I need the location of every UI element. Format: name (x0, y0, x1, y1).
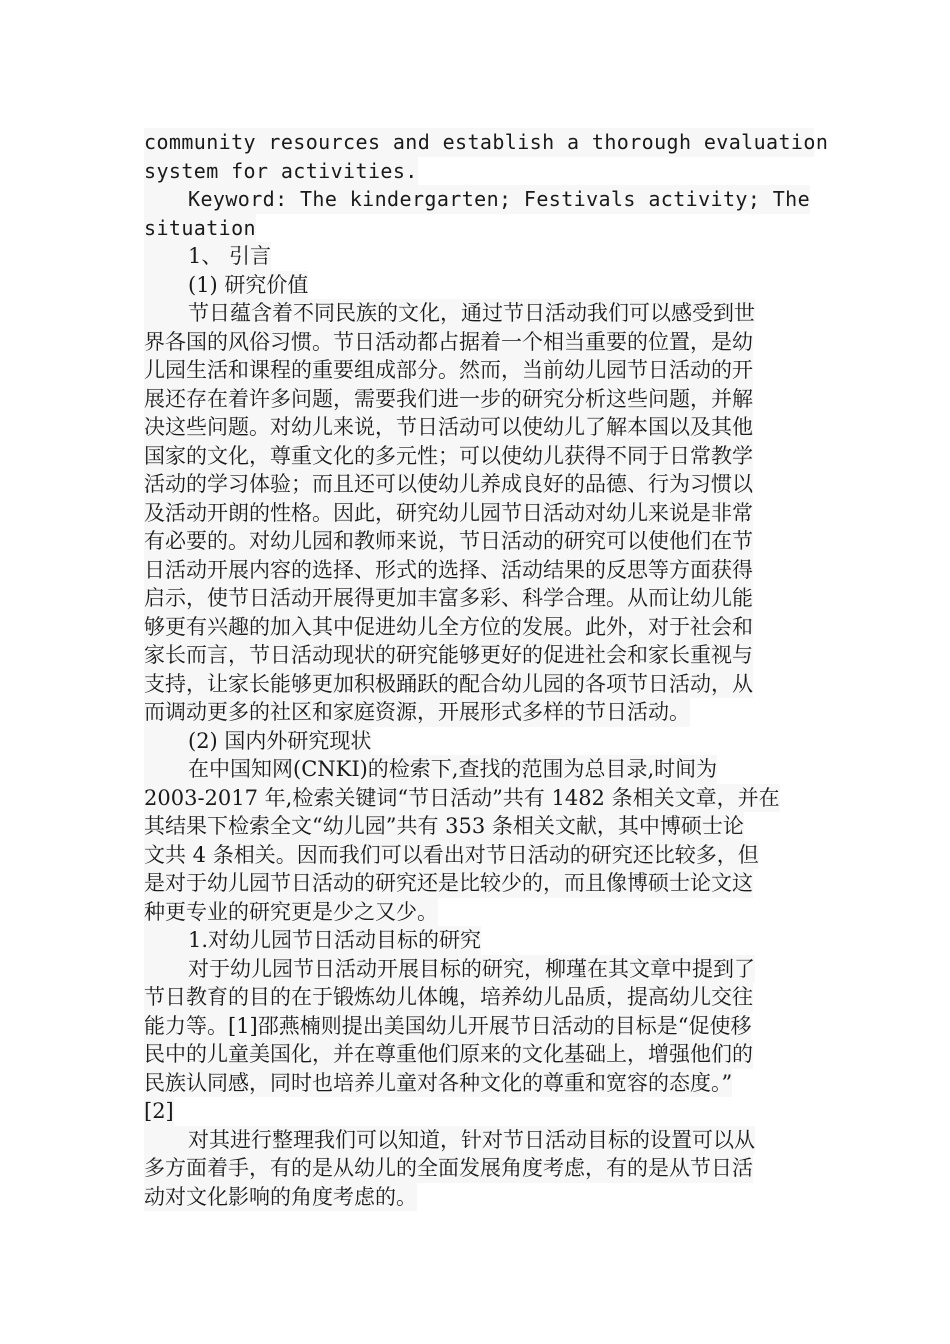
text-line: 日活动开展内容的选择、形式的选择、活动结果的反思等方面获得 (144, 556, 753, 585)
text-line: 其结果下检索全文“幼儿园”共有 353 条相关文献，其中博硕士论 (144, 812, 744, 841)
text-line: (1) 研究价值 (144, 271, 308, 300)
text-line: 1、 引言 (144, 242, 271, 271)
text-line: situation (144, 214, 256, 243)
text-line: 对于幼儿园节日活动开展目标的研究，柳瑾在其文章中提到了 (144, 955, 755, 984)
text-line: [2] (144, 1097, 174, 1126)
text-line: 能力等。[1]邵燕楠则提出美国幼儿开展节日活动的目标是“促使移 (144, 1012, 751, 1041)
text-line: 及活动开朗的性格。因此，研究幼儿园节日活动对幼儿来说是非常 (144, 499, 753, 528)
text-line: 文共 4 条相关。因而我们可以看出对节日活动的研究还比较多，但 (144, 841, 759, 870)
text-line: community resources and establish a thorough evaluation (144, 128, 814, 157)
text-line: 种更专业的研究更是少之又少。 (144, 898, 438, 927)
text-line: 1.对幼儿园节日活动目标的研究 (144, 926, 481, 955)
text-line: 够更有兴趣的加入其中促进幼儿全方位的发展。此外，对于社会和 (144, 613, 753, 642)
text-line: 而调动更多的社区和家庭资源，开展形式多样的节日活动。 (144, 698, 690, 727)
text-line: 在中国知网(CNKI)的检索下,查找的范围为总目录,时间为 (144, 755, 717, 784)
text-line: 家长而言，节日活动现状的研究能够更好的促进社会和家长重视与 (144, 641, 753, 670)
text-line: 2003-2017 年,检索关键词“节日活动”共有 1482 条相关文章，并在 (144, 784, 780, 813)
text-line: 界各国的风俗习惯。节日活动都占据着一个相当重要的位置，是幼 (144, 328, 753, 357)
text-line: 节日教育的目的在于锻炼幼儿体魄，培养幼儿品质，提高幼儿交往 (144, 983, 753, 1012)
text-line: 儿园生活和课程的重要组成部分。然而，当前幼儿园节日活动的开 (144, 356, 753, 385)
text-line: 节日蕴含着不同民族的文化，通过节日活动我们可以感受到世 (144, 299, 755, 328)
text-line: 支持，让家长能够更加积极踊跃的配合幼儿园的各项节日活动，从 (144, 670, 753, 699)
text-line: Keyword: The kindergarten; Festivals activity; The (144, 185, 810, 214)
document-body (144, 128, 829, 1211)
text-line: 有必要的。对幼儿园和教师来说，节日活动的研究可以使他们在节 (144, 527, 753, 556)
text-line: 启示，使节日活动开展得更加丰富多彩、科学合理。从而让幼儿能 (144, 584, 753, 613)
text-line: 动对文化影响的角度考虑的。 (144, 1183, 417, 1212)
text-line: 是对于幼儿园节日活动的研究还是比较少的，而且像博硕士论文这 (144, 869, 753, 898)
text-line: 决这些问题。对幼儿来说，节日活动可以使幼儿了解本国以及其他 (144, 413, 753, 442)
text-line: 民中的儿童美国化，并在尊重他们原来的文化基础上，增强他们的 (144, 1040, 753, 1069)
text-line: 多方面着手，有的是从幼儿的全面发展角度考虑，有的是从节日活 (144, 1154, 753, 1183)
text-line: 民族认同感，同时也培养儿童对各种文化的尊重和宽容的态度。” (144, 1069, 732, 1098)
text-line: 展还存在着许多问题，需要我们进一步的研究分析这些问题，并解 (144, 385, 753, 414)
text-line: 国家的文化，尊重文化的多元性；可以使幼儿获得不同于日常教学 (144, 442, 753, 471)
text-line: (2) 国内外研究现状 (144, 727, 371, 756)
text-line: 对其进行整理我们可以知道，针对节日活动目标的设置可以从 (144, 1126, 755, 1155)
text-line: system for activities. (144, 157, 418, 186)
text-line: 活动的学习体验；而且还可以使幼儿养成良好的品德、行为习惯以 (144, 470, 753, 499)
